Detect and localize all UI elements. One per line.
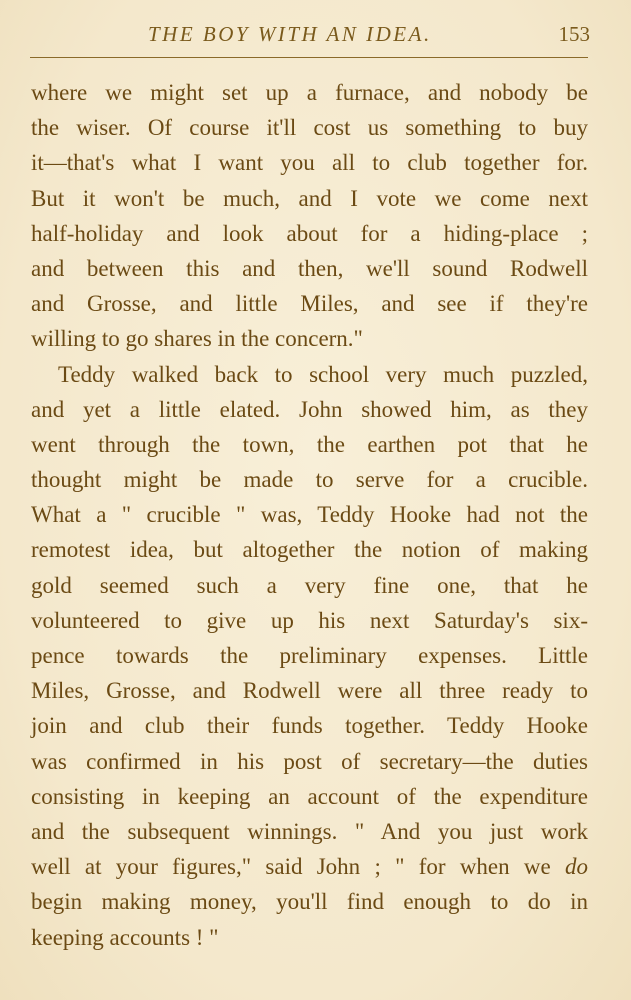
text-line: join and club their funds together. Teddy Hooke (31, 713, 588, 739)
paragraph-end-line: keeping accounts ! " (31, 924, 219, 950)
text-line: But it won't be much, and I vote we come next (31, 185, 588, 211)
text-line: pence towards the preliminary expenses. Little (31, 643, 588, 668)
text-line: What a " crucible " was, Teddy Hooke had not the (31, 502, 588, 528)
text-line: went through the town, the earthen pot that he (31, 431, 588, 457)
text-line: and the subsequent winnings. " And you just work (31, 818, 588, 844)
text-line: where we might set up a furnace, and nobody be (31, 80, 588, 105)
text-line: gold seemed such a very fine one, that he (31, 572, 588, 598)
body-text (31, 75, 588, 955)
page-number: 153 (558, 22, 590, 46)
text-line: was confirmed in his post of secretary—the duties (31, 748, 588, 774)
text-line: thought might be made to serve for a crucible. (31, 467, 588, 493)
text-line: volunteered to give up his next Saturday's six- (31, 607, 588, 633)
text-line: remotest idea, but altogether the notion of making (31, 537, 588, 563)
emphasis: do (565, 854, 588, 880)
header-rule (30, 57, 588, 58)
text-line: and between this and then, we'll sound Rodwell (31, 255, 588, 281)
text-line: Miles, Grosse, and Rodwell were all three ready to (31, 678, 588, 704)
text-line: consisting in keeping an account of the expenditure (31, 783, 588, 809)
running-head: THE BOY WITH AN IDEA. (148, 22, 432, 46)
text-line: begin making money, you'll find enough to do in (31, 889, 588, 915)
text-line: and yet a little elated. John showed him, as they (31, 396, 588, 422)
page-header (30, 22, 590, 50)
text-line: it—that's what I want you all to club together for. (31, 150, 588, 176)
text-line: the wiser. Of course it'll cost us something to buy (31, 115, 588, 141)
text-line: half-holiday and look about for a hiding-place ; (31, 220, 588, 246)
text-line: well at your figures," said John ; " for when we do (31, 854, 588, 880)
text-line: and Grosse, and little Miles, and see if they're (31, 291, 588, 317)
paragraph-end-line: willing to go shares in the concern." (31, 326, 363, 352)
paragraph-start-line: Teddy walked back to school very much puzzled, (58, 361, 588, 387)
